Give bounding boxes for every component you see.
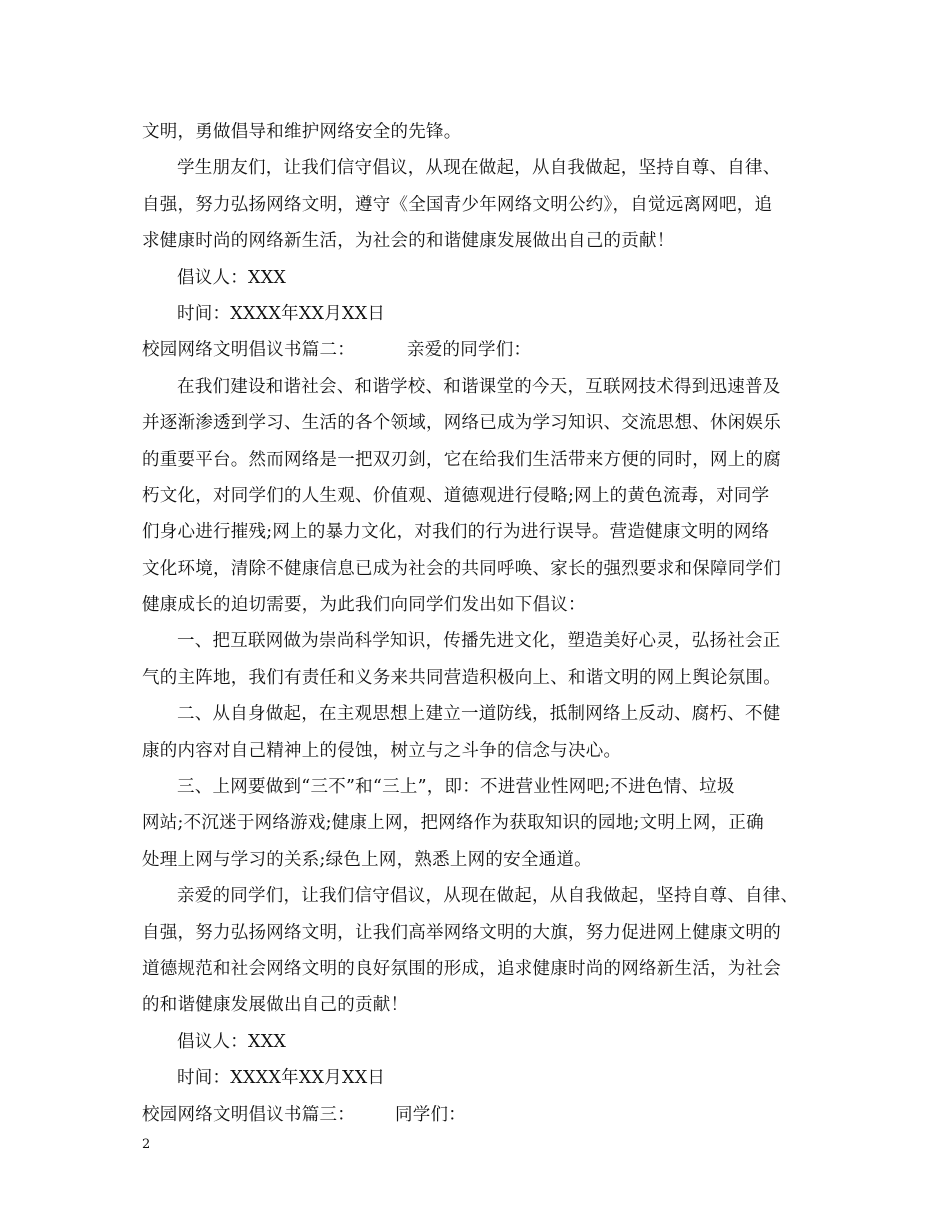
- section-heading-2: [142, 332, 814, 368]
- text-line: 文化环境，清除不健康信息已成为社会的共同呼唤、家长的强烈要求和保障同学们: [142, 558, 781, 579]
- text-line: 处理上网与学习的关系;绿色上网，熟悉上网的安全通道。: [142, 849, 592, 870]
- salutation-3: 同学们：: [395, 1104, 466, 1125]
- text-line: 康的内容对自己精神上的侵蚀，树立与之斗争的信念与决心。: [142, 740, 622, 761]
- text-line: 求健康时尚的网络新生活，为社会的和谐健康发展做出自己的贡献！: [142, 231, 675, 252]
- section-title-3: 校园网络文明倡议书篇三：: [142, 1104, 355, 1125]
- text-line: 并逐渐渗透到学习、生活的各个领域，网络已成为学习知识、交流思想、休闲娱乐: [142, 413, 781, 434]
- text-line: 自强，努力弘扬网络文明，让我们高举网络文明的大旗，努力促进网上健康文明的: [142, 922, 781, 943]
- text-line: 亲爱的同学们，让我们信守倡议，从现在做起，从自我做起，坚持自尊、自律、: [177, 886, 799, 907]
- text-line: 倡议人：XXX: [177, 267, 287, 288]
- salutation-2: 亲爱的同学们：: [407, 340, 532, 361]
- text-line: 文明，勇做倡导和维护网络安全的先锋。: [142, 122, 462, 142]
- text-line: 一、把互联网做为崇尚科学知识，传播先进文化，塑造美好心灵，弘扬社会正: [177, 631, 781, 652]
- text-line: 的和谐健康发展做出自己的贡献！: [142, 995, 409, 1016]
- text-line: 健康成长的迫切需要，为此我们向同学们发出如下倡议：: [142, 595, 586, 616]
- text-line: 网站;不沉迷于网络游戏;健康上网，把网络作为获取知识的园地;文明上网，正确: [142, 813, 764, 834]
- paragraph-block-1: [142, 114, 814, 332]
- text-line: 朽文化，对同学们的人生观、价值观、道德观进行侵略;网上的黄色流毒，对同学: [142, 485, 770, 506]
- text-line: 时间：XXXX年XX月XX日: [177, 303, 386, 324]
- text-line: 气的主阵地，我们有责任和义务来共同营造积极向上、和谐文明的网上舆论氛围。: [142, 667, 781, 688]
- text-line: 学生朋友们，让我们信守倡议，从现在做起，从自我做起，坚持自尊、自律、: [177, 158, 781, 179]
- text-line: 二、从自身做起，在主观思想上建立一道防线，抵制网络上反动、腐朽、不健: [177, 704, 781, 725]
- text-line: 道德规范和社会网络文明的良好氛围的形成，追求健康时尚的网络新生活，为社会: [142, 958, 781, 979]
- text-line: 们身心进行摧残;网上的暴力文化，对我们的行为进行误导。营造健康文明的网络: [142, 522, 770, 543]
- text-line: 三、上网要做到“三不”和“三上”，即：不进营业性网吧;不进色情、垃圾: [177, 777, 735, 798]
- text-line: 在我们建设和谐社会、和谐学校、和谐课堂的今天，互联网技术得到迅速普及: [177, 376, 781, 397]
- page-number: 2: [142, 1137, 151, 1152]
- text-line: 自强，努力弘扬网络文明，遵守《全国青少年网络文明公约》，自觉远离网吧，追: [142, 194, 773, 215]
- document-body: [142, 114, 814, 1133]
- text-line: 倡议人：XXX: [177, 1031, 287, 1052]
- section-title-2: 校园网络文明倡议书篇二：: [142, 340, 355, 361]
- paragraph-block-2: [142, 369, 814, 1097]
- text-line: 时间：XXXX年XX月XX日: [177, 1068, 386, 1089]
- text-line: 的重要平台。然而网络是一把双刃剑，它在给我们生活带来方便的同时，网上的腐: [142, 449, 781, 470]
- section-heading-3: [142, 1097, 814, 1133]
